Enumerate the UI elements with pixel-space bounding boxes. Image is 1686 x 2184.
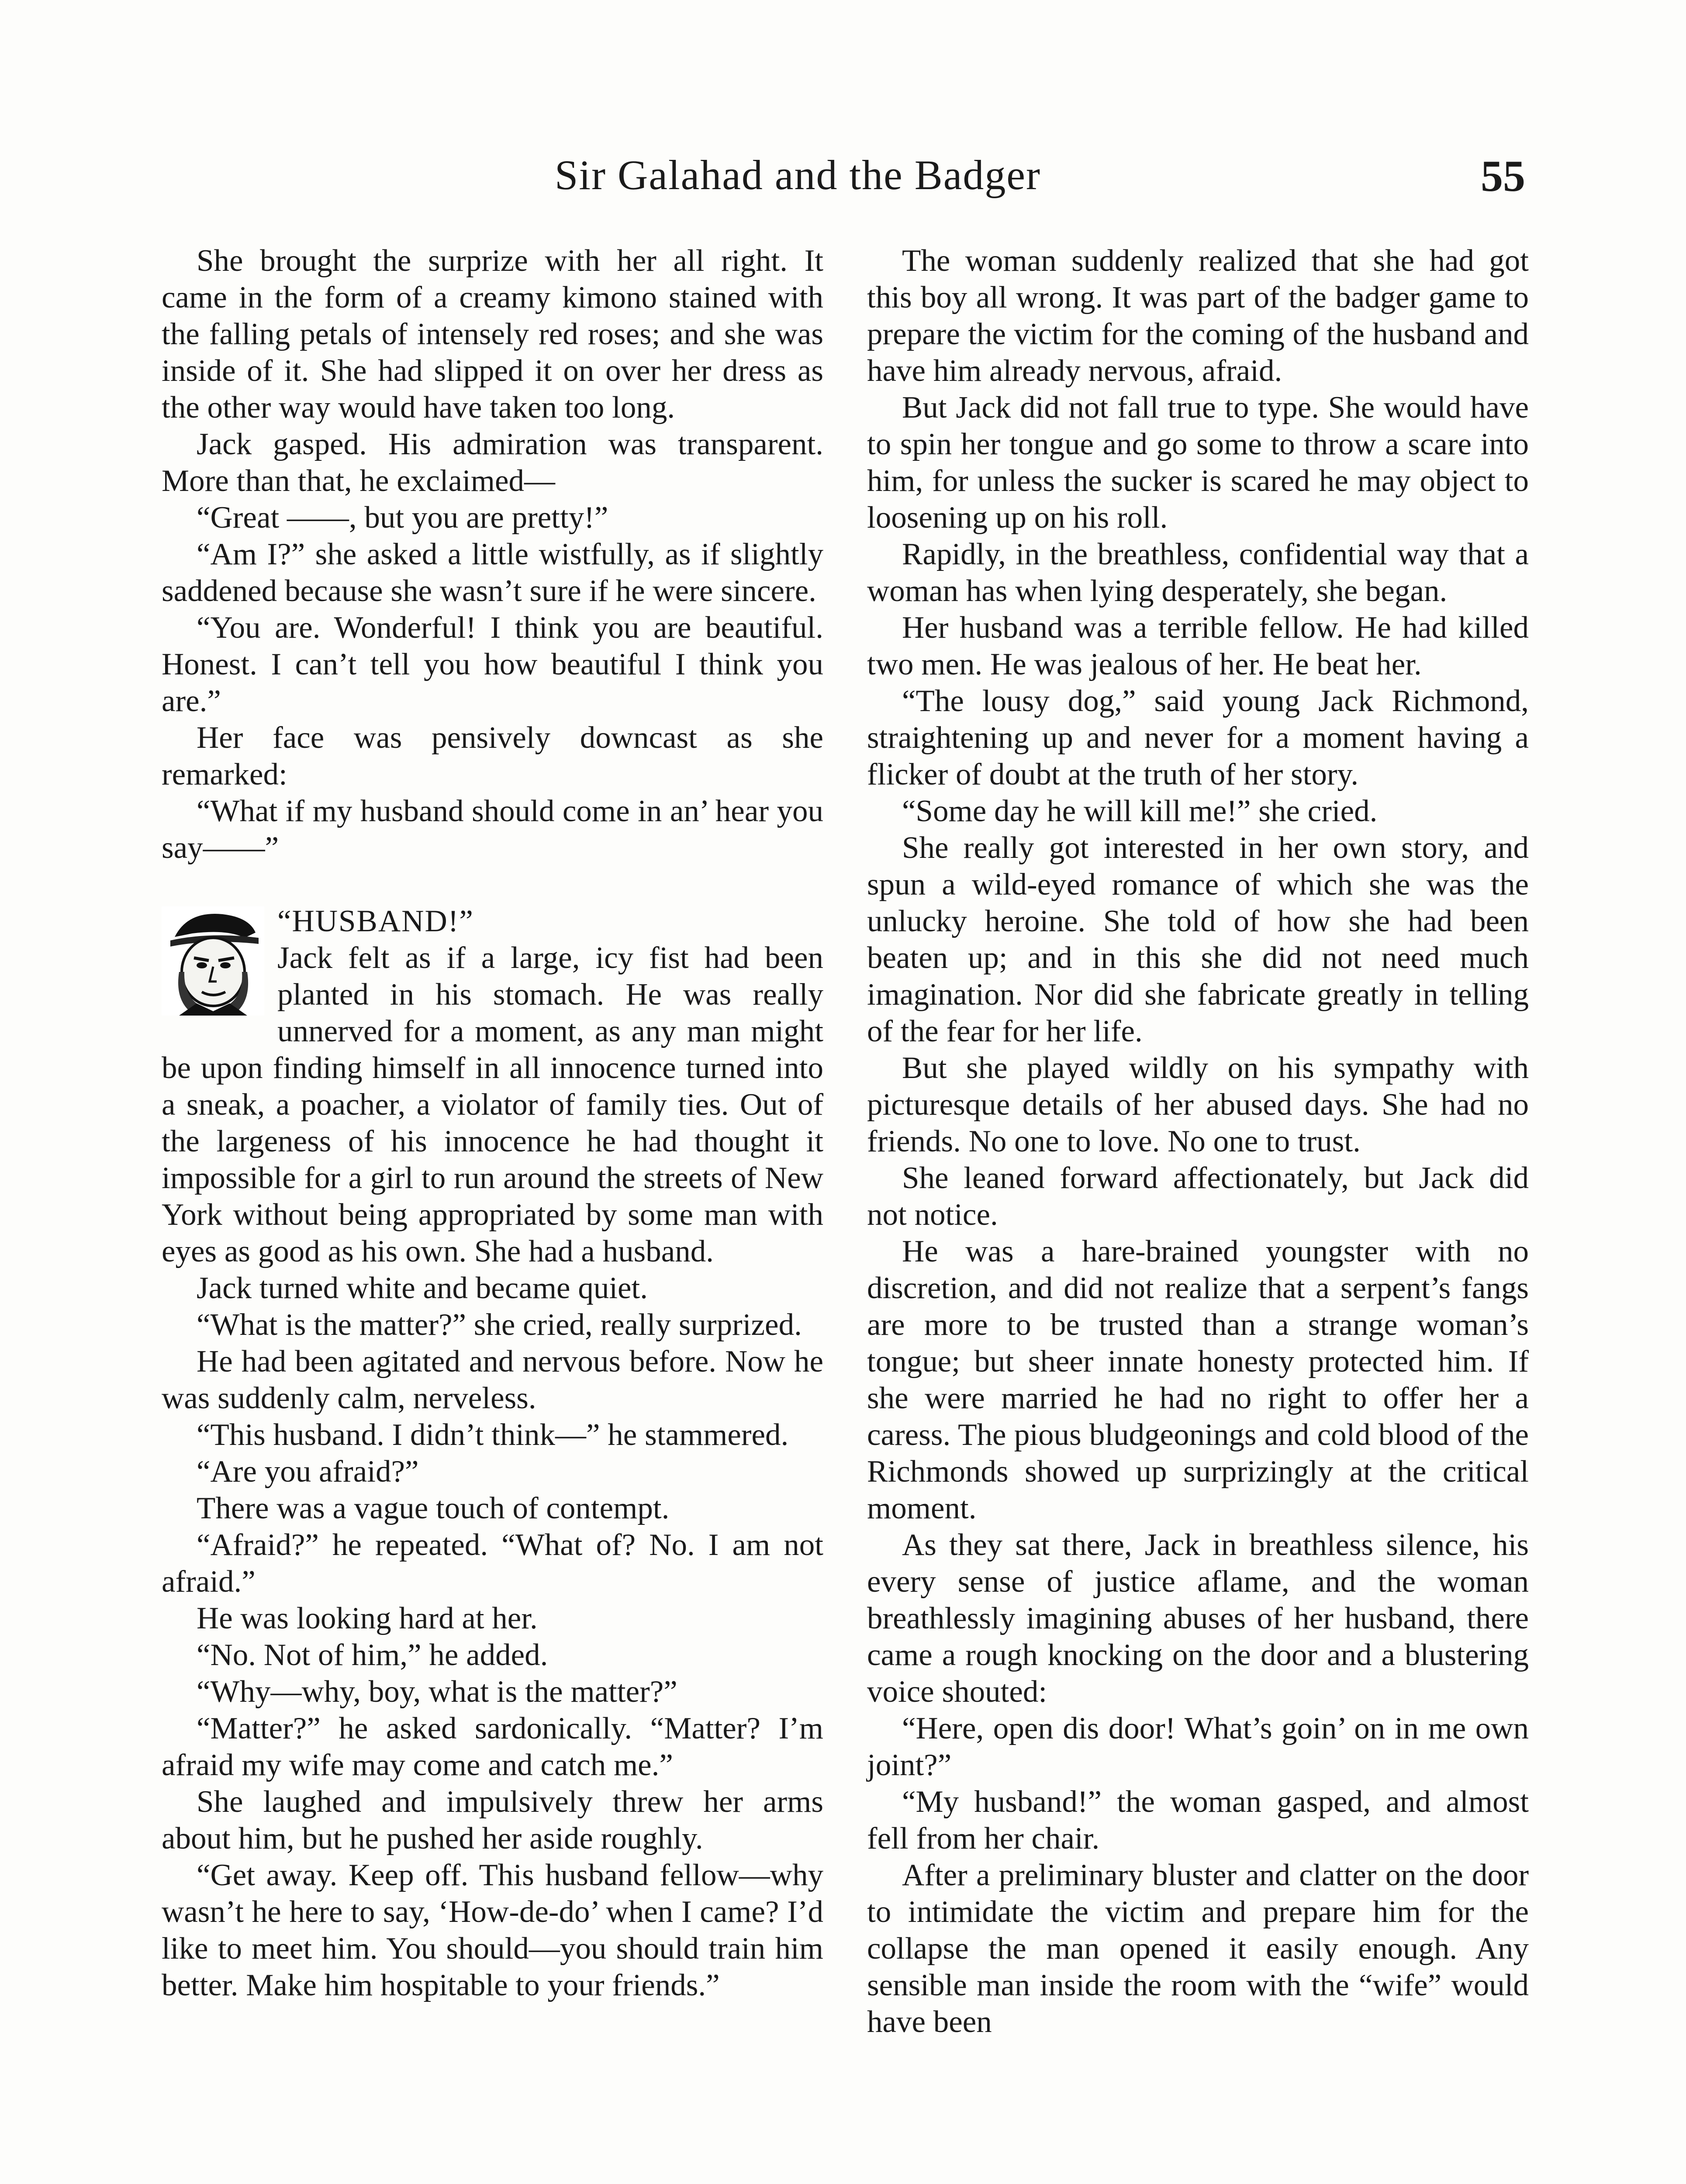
- paragraph: Jack gasped. His admiration was transparent. More than that, he exclaimed—: [162, 427, 823, 498]
- paragraph: He was looking hard at her.: [197, 1601, 538, 1635]
- paragraph: “What is the matter?” she cried, really surprized.: [197, 1308, 802, 1342]
- paragraph: “Here, open dis door! What’s goin’ on in me own joint?”: [867, 1711, 1529, 1782]
- page-number: 55: [1481, 152, 1525, 201]
- paragraph: “This husband. I didn’t think—” he stammered.: [197, 1418, 789, 1452]
- paragraph: Her face was pensively downcast as she remarked:: [162, 721, 823, 791]
- paragraph: “Matter?” he asked sardonically. “Matter? I’m afraid my wife may come and catch me.”: [162, 1711, 823, 1782]
- paragraph: Jack turned white and became quiet.: [197, 1271, 648, 1305]
- paragraph: “Am I?” she asked a little wistfully, as if slightly saddened because she wasn’t sure if he were sincere.: [162, 537, 823, 608]
- paragraph: “My husband!” the woman gasped, and almost fell from her chair.: [867, 1785, 1529, 1856]
- paragraph: “Are you afraid?”: [197, 1455, 419, 1489]
- paragraph: “No. Not of him,” he added.: [197, 1638, 548, 1672]
- paragraph: After a preliminary bluster and clatter on the door to intimidate the victim and prepare him for the collapse the man opened it easily enough. Any sensible man inside the room with the “wife” would have been: [867, 1858, 1529, 2039]
- paragraph: She leaned forward affectionately, but Jack did not notice.: [867, 1161, 1529, 1232]
- section-opening: “HUSBAND!”: [277, 904, 474, 938]
- paragraph: “The lousy dog,” said young Jack Richmond, straightening up and never for a moment having a flicker of doubt at the truth of her story.: [867, 684, 1529, 791]
- paragraph: “Afraid?” he repeated. “What of? No. I am not afraid.”: [162, 1528, 823, 1599]
- paragraph: He was a hare-brained youngster with no discretion, and did not realize that a serpent’s fangs are more to be trusted than a strange woman’s tongue; but sheer innate honesty protected him. If she were married he had no right to offer her a caress. The pious bludgeonings and cold blood of the Richmonds showed up surprizingly at the critical moment.: [867, 1234, 1529, 1525]
- paragraph: “Get away. Keep off. This husband fellow—why wasn’t he here to say, ‘How-de-do’ when I came? I’d like to meet him. You should—you should train him better. Make him hospitable to your friends.”: [162, 1858, 823, 2002]
- paragraph: But she played wildly on his sympathy with picturesque details of her abused days. She had no friends. No one to love. No one to trust.: [867, 1051, 1529, 1158]
- paragraph: “Great ——, but you are pretty!”: [197, 501, 608, 535]
- paragraph: The woman suddenly realized that she had got this boy all wrong. It was part of the badger game to prepare the victim for the coming of the husband and have him already nervous, afraid.: [867, 244, 1529, 388]
- paragraph: As they sat there, Jack in breathless silence, his every sense of justice aflame, and the woman breathlessly imagining abuses of her husband, there came a rough knocking on the door and a blustering voice shouted:: [867, 1528, 1529, 1709]
- paragraph: Her husband was a terrible fellow. He had killed two men. He was jealous of her. He beat her.: [867, 611, 1529, 681]
- paragraph: She brought the surprize with her all right. It came in the form of a creamy kimono stained with the falling petals of intensely red roses; and she was inside of it. She had slipped it on over her dress as the other way would have taken too long.: [162, 244, 823, 425]
- paragraph: There was a vague touch of contempt.: [197, 1491, 670, 1525]
- section-break: [162, 866, 823, 903]
- paragraph: She laughed and impulsively threw her arms about him, but he pushed her aside roughly.: [162, 1785, 823, 1856]
- paragraph: She really got interested in her own story, and spun a wild-eyed romance of which she was the unlucky heroine. She told of how she had been beaten up; and in this she did not need much imagination. Nor did she fabricate greatly in telling of the fear for her life.: [867, 831, 1529, 1048]
- paragraph: “Why—why, boy, what is the matter?”: [197, 1675, 677, 1709]
- paragraph: But Jack did not fall true to type. She would have to spin her tongue and go some to throw a scare into him, for unless the sucker is scared he may object to loosening up on his roll.: [867, 390, 1529, 535]
- left-column: [162, 242, 823, 2004]
- paragraph: “Some day he will kill me!” she cried.: [902, 794, 1378, 828]
- paragraph: Jack felt as if a large, icy fist had been planted in his stomach. He was really unnerved for a moment, as any man might be upon finding himself in all innocence turned into a sneak, a poacher, a violator of family ties. Out of the largeness of his innocence he had thought it impossible for a girl to run around the streets of New York without being appropriated by some man with eyes as good as his own. She had a husband.: [162, 941, 823, 1268]
- running-title: Sir Galahad and the Badger: [555, 152, 1041, 198]
- paragraph: Rapidly, in the breathless, confidential way that a woman has when lying desperately, she began.: [867, 537, 1529, 608]
- man-in-cap-portrait-icon: [162, 906, 264, 1016]
- paragraph: “What if my husband should come in an’ hear you say——”: [162, 794, 823, 865]
- paragraph: “You are. Wonderful! I think you are beautiful. Honest. I can’t tell you how beautiful I think you are.”: [162, 611, 823, 718]
- paragraph: He had been agitated and nervous before. Now he was suddenly calm, nerveless.: [162, 1344, 823, 1415]
- right-column: [867, 242, 1529, 2040]
